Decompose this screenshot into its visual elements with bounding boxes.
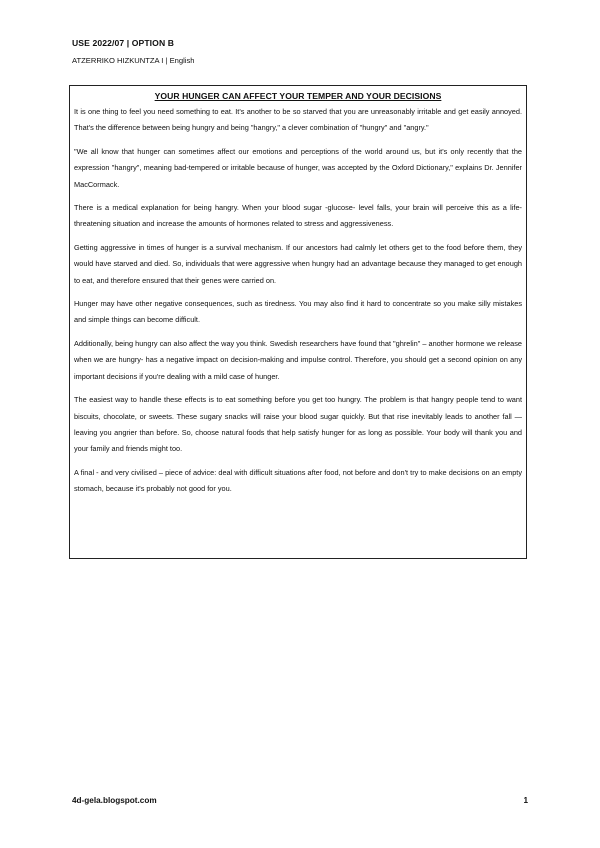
paragraph: Getting aggressive in times of hunger is a survival mechanism. If our ancestors had calmly let others get to the food before them, they would have starved and died. So, individuals that were aggressive when hungry had an advantage because they managed to get enough to eat, and therefore ensured that their genes were carried on. — [74, 242, 522, 285]
subject-line: ATZERRIKO HIZKUNTZA I | English — [72, 56, 195, 65]
paragraph: A final - and very civilised – piece of advice: deal with difficult situations after food, not before and don't try to make decisions on an empty stomach, because it's probably not good for you. — [74, 467, 522, 494]
exam-code: USE 2022/07 | OPTION B — [72, 38, 175, 48]
footer-site: 4d-gela.blogspot.com — [72, 796, 157, 805]
paragraph: Additionally, being hungry can also affect the way you think. Swedish researchers have found that "ghrelin" – another hormone we release when we are hungry- has a negative impact on decision-making and impulse control. Therefore, you should get a second opinion on any important decisions if you're dealing with a mild case of hunger. — [74, 338, 522, 381]
paragraph: It is one thing to feel you need something to eat. It's another to be so starved that you are unreasonably irritable and get easily annoyed. That's the difference between being hungry and being "hangry," a clever combination of "hungry" and "angry." — [74, 107, 522, 133]
article-title: YOUR HUNGER CAN AFFECT YOUR TEMPER AND YOUR DECISIONS — [154, 91, 442, 101]
paragraph: There is a medical explanation for being hangry. When your blood sugar -glucose- level falls, your brain will perceive this as a life-threatening situation and increase the amounts of hormones related to stress and aggressiveness. — [74, 203, 522, 229]
page-number: 1 — [523, 796, 528, 805]
paragraph: The easiest way to handle these effects is to eat something before you get too hungry. The problem is that hangry people tend to want biscuits, chocolate, or sweets. These sugary snacks will raise your blood sugar quickly. But that rise inevitably leads to another fall —leaving you angrier than before. So, choose natural foods that help satisfy hunger for as long as possible. Your body will thank you and your family and friends might too. — [74, 395, 522, 454]
paragraph: Hunger may have other negative consequences, such as tiredness. You may also find it hard to concentrate so you make silly mistakes and simple things can become difficult. — [74, 299, 522, 325]
article-box — [69, 85, 527, 559]
paragraph: "We all know that hunger can sometimes affect our emotions and perceptions of the world around us, but it's only recently that the expression "hangry", meaning bad-tempered or irritable because of hunger, was accepted by the Oxford Dictionary," explains Dr. Jennifer MacCormack. — [74, 146, 522, 189]
